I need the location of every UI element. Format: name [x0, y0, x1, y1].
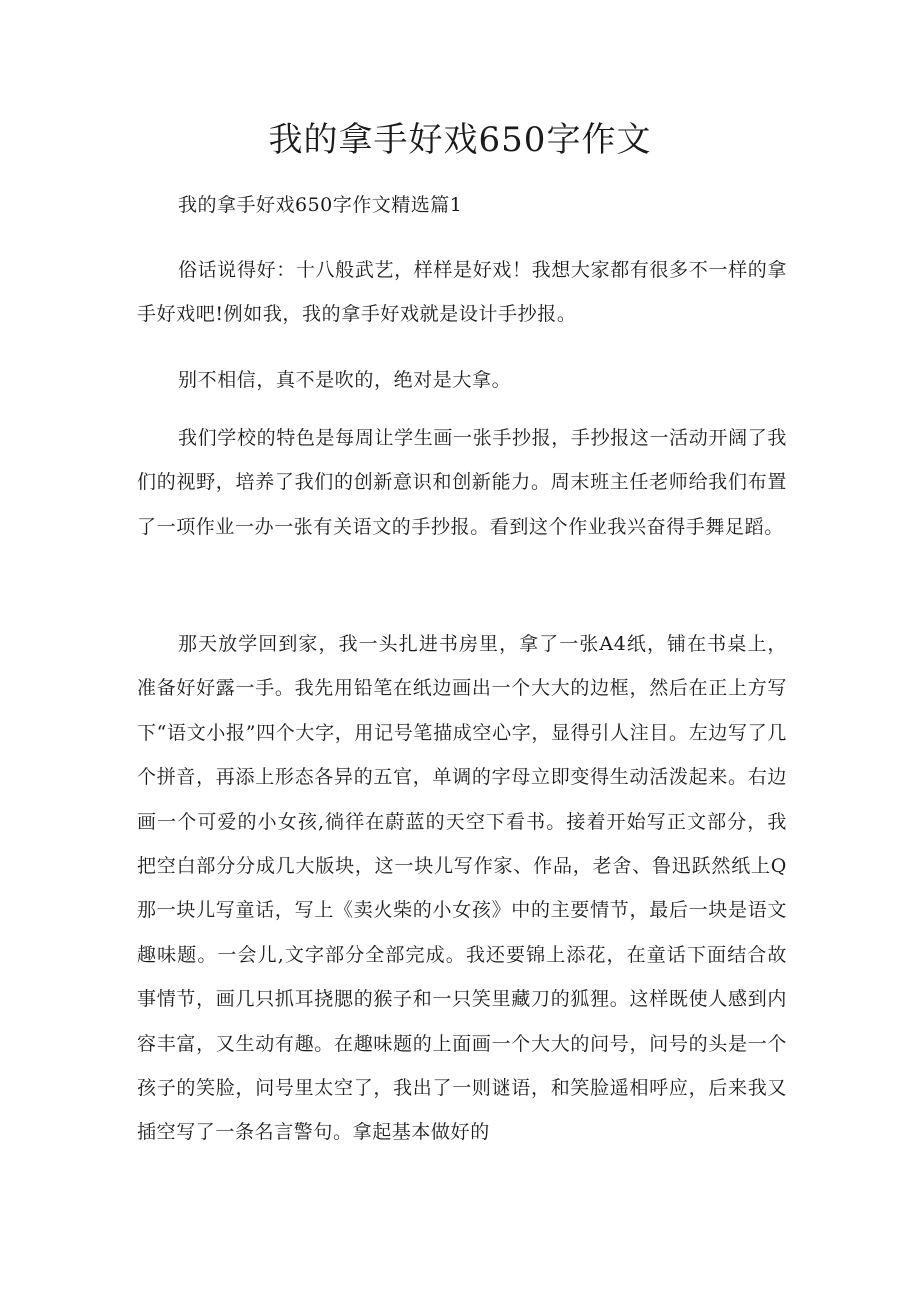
paragraph-3: 我们学校的特色是每周让学生画一张手抄报，手抄报这一活动开阔了我们的视野，培养了我们的创新意识和创新能力。周末班主任老师给我们布置了一项作业一办一张有关语文的手抄报。看到这个作业我兴奋得手舞足蹈。 — [137, 427, 787, 538]
document-title: 我的拿手好戏650字作文 — [268, 120, 652, 160]
paragraph-2: 别不相信，真不是吹的，绝对是大拿。 — [178, 369, 512, 391]
paragraph-1: 俗话说得好：十八般武艺，样样是好戏！我想大家都有很多不一样的拿手好戏吧!例如我，我的拿手好戏就是设计手抄报。 — [137, 259, 787, 326]
paragraph-4: 那天放学回到家，我一头扎进书房里，拿了一张A4纸，铺在书桌上，准备好好露一手。我先用铅笔在纸边画出一个大大的边框，然后在正上方写下“语文小报”四个大字，用记号笔描成空心字，显得引人注目。左边写了几个拼音，再添上形态各异的五官，单调的字母立即变得生动活泼起来。右边画一个可爱的小女孩,徜徉在蔚蓝的天空下看书。接着开始写正文部分，我把空白部分分成几大版块，这一块儿写作家、作品，老舍、鲁迅跃然纸上Q那一块儿写童话，写上《卖火柴的小女孩》中的主要情节，最后一块是语文趣味题。一会儿,文字部分全部完成。我还要锦上添花，在童话下面结合故事情节，画几只抓耳挠腮的猴子和一只笑里藏刀的狐狸。这样既使人感到内容丰富，又生动有趣。在趣味题的上面画一个大大的问号，问号的头是一个孩子的笑脸，问号里太空了，我出了一则谜语，和笑脸遥相呼应，后来我又插空写了一条名言警句。拿起基本做好的 — [137, 633, 787, 1144]
article-subtitle: 我的拿手好戏650字作文精选篇1 — [178, 194, 463, 216]
